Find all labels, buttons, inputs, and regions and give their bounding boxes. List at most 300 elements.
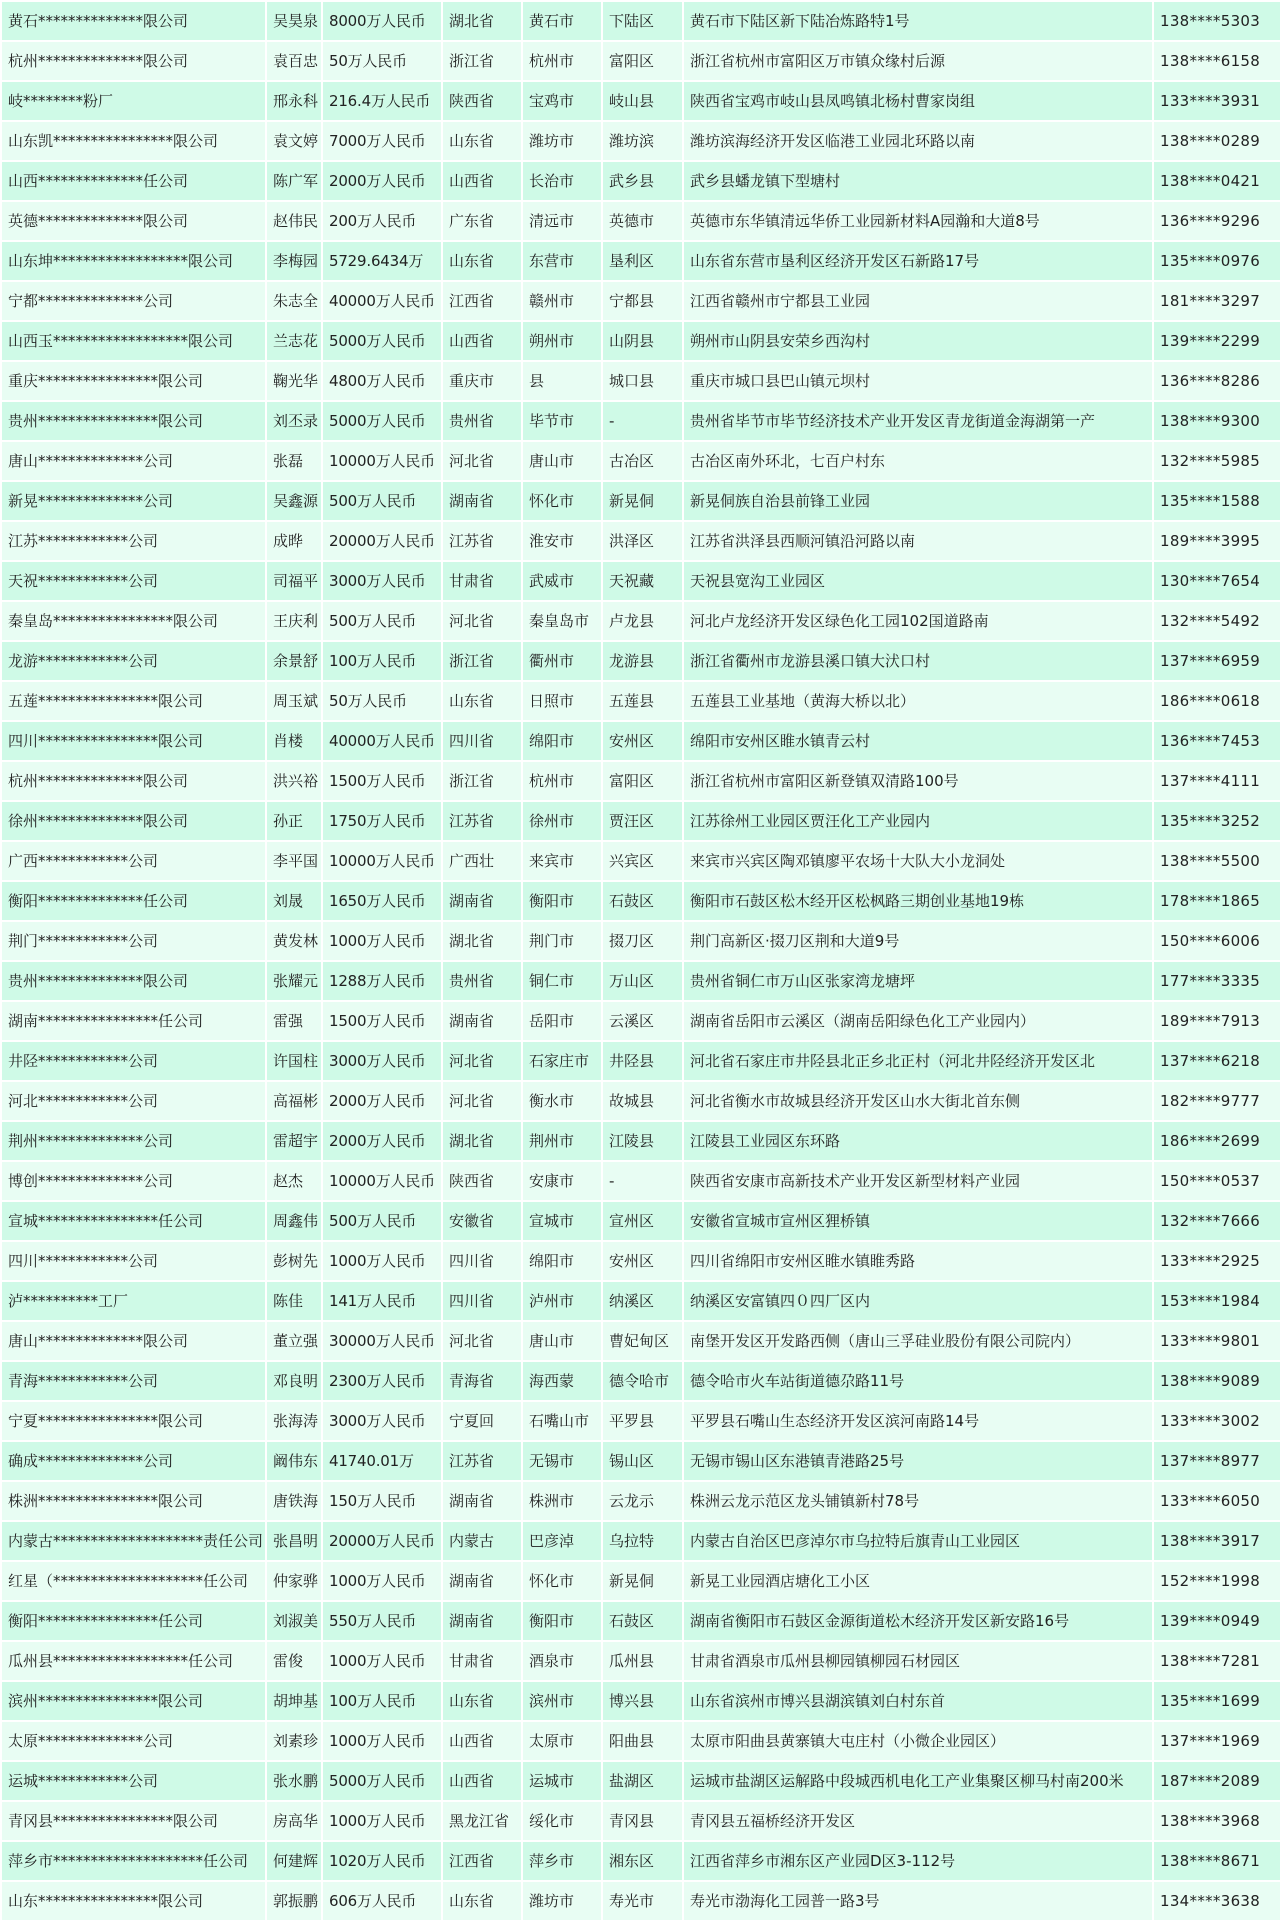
province-cell: 山西省	[442, 321, 522, 361]
legal-rep-cell: 张水鹏	[266, 1761, 322, 1801]
address-cell: 江苏省洪泽县西顺河镇沿河路以南	[683, 521, 1153, 561]
address-cell: 无锡市锡山区东港镇青港路25号	[683, 1441, 1153, 1481]
province-cell: 湖南省	[442, 1601, 522, 1641]
company-name-cell: 江苏************公司	[1, 521, 266, 561]
company-name-cell: 青冈县****************限公司	[1, 1801, 266, 1841]
company-table-body	[1, 1, 1280, 1921]
district-cell: 石鼓区	[602, 1601, 683, 1641]
registered-capital-cell: 606万人民币	[322, 1881, 442, 1921]
address-cell: 寿光市渤海化工园普一路3号	[683, 1881, 1153, 1921]
district-cell: 掇刀区	[602, 921, 683, 961]
address-cell: 河北卢龙经济开发区绿色化工园102国道路南	[683, 601, 1153, 641]
company-name-cell: 山西**************任公司	[1, 161, 266, 201]
city-cell: 赣州市	[522, 281, 602, 321]
district-cell: 瓜州县	[602, 1641, 683, 1681]
phone-cell: 138****0289	[1153, 121, 1280, 161]
registered-capital-cell: 500万人民币	[322, 481, 442, 521]
legal-rep-cell: 张耀元	[266, 961, 322, 1001]
registered-capital-cell: 8000万人民币	[322, 1, 442, 41]
registered-capital-cell: 40000万人民币	[322, 721, 442, 761]
legal-rep-cell: 李平国	[266, 841, 322, 881]
district-cell: 新晃侗	[602, 1561, 683, 1601]
legal-rep-cell: 兰志花	[266, 321, 322, 361]
table-row	[1, 681, 1280, 721]
city-cell: 绵阳市	[522, 1241, 602, 1281]
registered-capital-cell: 1020万人民币	[322, 1841, 442, 1881]
city-cell: 巴彦淖	[522, 1521, 602, 1561]
company-name-cell: 太原**************公司	[1, 1721, 266, 1761]
company-name-cell: 河北************公司	[1, 1081, 266, 1121]
legal-rep-cell: 雷超宇	[266, 1121, 322, 1161]
legal-rep-cell: 王庆利	[266, 601, 322, 641]
legal-rep-cell: 袁文婷	[266, 121, 322, 161]
phone-cell: 138****3917	[1153, 1521, 1280, 1561]
city-cell: 滨州市	[522, 1681, 602, 1721]
district-cell: 安州区	[602, 721, 683, 761]
legal-rep-cell: 周玉斌	[266, 681, 322, 721]
district-cell: 五莲县	[602, 681, 683, 721]
phone-cell: 132****7666	[1153, 1201, 1280, 1241]
district-cell: 安州区	[602, 1241, 683, 1281]
city-cell: 铜仁市	[522, 961, 602, 1001]
phone-cell: 186****0618	[1153, 681, 1280, 721]
phone-cell: 137****8977	[1153, 1441, 1280, 1481]
registered-capital-cell: 1000万人民币	[322, 1561, 442, 1601]
district-cell: 兴宾区	[602, 841, 683, 881]
city-cell: 淮安市	[522, 521, 602, 561]
district-cell: 洪泽区	[602, 521, 683, 561]
legal-rep-cell: 雷俊	[266, 1641, 322, 1681]
province-cell: 贵州省	[442, 401, 522, 441]
company-name-cell: 贵州**************限公司	[1, 961, 266, 1001]
registered-capital-cell: 1000万人民币	[322, 921, 442, 961]
phone-cell: 133****2925	[1153, 1241, 1280, 1281]
district-cell: 锡山区	[602, 1441, 683, 1481]
district-cell: 青冈县	[602, 1801, 683, 1841]
address-cell: 四川省绵阳市安州区睢水镇睢秀路	[683, 1241, 1153, 1281]
table-row	[1, 1801, 1280, 1841]
address-cell: 陕西省安康市高新技术产业开发区新型材料产业园	[683, 1161, 1153, 1201]
legal-rep-cell: 刘丕录	[266, 401, 322, 441]
phone-cell: 135****0976	[1153, 241, 1280, 281]
phone-cell: 189****7913	[1153, 1001, 1280, 1041]
table-row	[1, 641, 1280, 681]
phone-cell: 138****5500	[1153, 841, 1280, 881]
province-cell: 湖北省	[442, 1, 522, 41]
district-cell: 井陉县	[602, 1041, 683, 1081]
legal-rep-cell: 张海涛	[266, 1401, 322, 1441]
province-cell: 广东省	[442, 201, 522, 241]
registered-capital-cell: 4800万人民币	[322, 361, 442, 401]
address-cell: 来宾市兴宾区陶邓镇廖平农场十大队大小龙洞处	[683, 841, 1153, 881]
province-cell: 浙江省	[442, 41, 522, 81]
phone-cell: 134****3638	[1153, 1881, 1280, 1921]
company-name-cell: 衡阳**************任公司	[1, 881, 266, 921]
legal-rep-cell: 张昌明	[266, 1521, 322, 1561]
table-row	[1, 1841, 1280, 1881]
legal-rep-cell: 赵杰	[266, 1161, 322, 1201]
registered-capital-cell: 216.4万人民币	[322, 81, 442, 121]
province-cell: 江苏省	[442, 1441, 522, 1481]
phone-cell: 132****5492	[1153, 601, 1280, 641]
registered-capital-cell: 1288万人民币	[322, 961, 442, 1001]
district-cell: 龙游县	[602, 641, 683, 681]
legal-rep-cell: 刘淑美	[266, 1601, 322, 1641]
table-row	[1, 1601, 1280, 1641]
province-cell: 广西壮	[442, 841, 522, 881]
company-name-cell: 杭州**************限公司	[1, 761, 266, 801]
city-cell: 朔州市	[522, 321, 602, 361]
district-cell: 岐山县	[602, 81, 683, 121]
city-cell: 长治市	[522, 161, 602, 201]
city-cell: 黄石市	[522, 1, 602, 41]
province-cell: 山东省	[442, 1681, 522, 1721]
address-cell: 河北省石家庄市井陉县北正乡北正村（河北井陉经济开发区北	[683, 1041, 1153, 1081]
legal-rep-cell: 张磊	[266, 441, 322, 481]
district-cell: 垦利区	[602, 241, 683, 281]
company-name-cell: 秦皇岛****************限公司	[1, 601, 266, 641]
address-cell: 太原市阳曲县黄寨镇大屯庄村（小微企业园区）	[683, 1721, 1153, 1761]
company-name-cell: 博创**************公司	[1, 1161, 266, 1201]
legal-rep-cell: 赵伟民	[266, 201, 322, 241]
registered-capital-cell: 10000万人民币	[322, 441, 442, 481]
city-cell: 太原市	[522, 1721, 602, 1761]
company-name-cell: 山东凯****************限公司	[1, 121, 266, 161]
address-cell: 湖南省岳阳市云溪区（湖南岳阳绿色化工产业园内）	[683, 1001, 1153, 1041]
registered-capital-cell: 1500万人民币	[322, 761, 442, 801]
phone-cell: 182****9777	[1153, 1081, 1280, 1121]
company-name-cell: 青海************公司	[1, 1361, 266, 1401]
city-cell: 衢州市	[522, 641, 602, 681]
legal-rep-cell: 袁百忠	[266, 41, 322, 81]
province-cell: 江西省	[442, 281, 522, 321]
table-row	[1, 241, 1280, 281]
company-name-cell: 岐********粉厂	[1, 81, 266, 121]
registered-capital-cell: 2000万人民币	[322, 1081, 442, 1121]
company-name-cell: 唐山**************限公司	[1, 1321, 266, 1361]
district-cell: 云龙示	[602, 1481, 683, 1521]
company-name-cell: 四川****************限公司	[1, 721, 266, 761]
table-row	[1, 1521, 1280, 1561]
address-cell: 株洲云龙示范区龙头铺镇新村78号	[683, 1481, 1153, 1521]
city-cell: 潍坊市	[522, 121, 602, 161]
city-cell: 日照市	[522, 681, 602, 721]
table-row	[1, 1641, 1280, 1681]
city-cell: 潍坊市	[522, 1881, 602, 1921]
legal-rep-cell: 鞠光华	[266, 361, 322, 401]
phone-cell: 137****6959	[1153, 641, 1280, 681]
district-cell: 下陆区	[602, 1, 683, 41]
address-cell: 浙江省衢州市龙游县溪口镇大汱口村	[683, 641, 1153, 681]
legal-rep-cell: 肖楼	[266, 721, 322, 761]
table-row	[1, 1721, 1280, 1761]
phone-cell: 136****7453	[1153, 721, 1280, 761]
address-cell: 山东省东营市垦利区经济开发区石新路17号	[683, 241, 1153, 281]
legal-rep-cell: 房高华	[266, 1801, 322, 1841]
phone-cell: 187****2089	[1153, 1761, 1280, 1801]
legal-rep-cell: 周鑫伟	[266, 1201, 322, 1241]
address-cell: 浙江省杭州市富阳区新登镇双清路100号	[683, 761, 1153, 801]
registered-capital-cell: 20000万人民币	[322, 521, 442, 561]
table-row	[1, 881, 1280, 921]
legal-rep-cell: 刘素珍	[266, 1721, 322, 1761]
city-cell: 毕节市	[522, 401, 602, 441]
province-cell: 山西省	[442, 1721, 522, 1761]
table-row	[1, 1041, 1280, 1081]
address-cell: 新晃工业园酒店塘化工小区	[683, 1561, 1153, 1601]
province-cell: 湖南省	[442, 1561, 522, 1601]
city-cell: 无锡市	[522, 1441, 602, 1481]
table-row	[1, 521, 1280, 561]
phone-cell: 133****6050	[1153, 1481, 1280, 1521]
address-cell: 朔州市山阴县安荣乡西沟村	[683, 321, 1153, 361]
address-cell: 黄石市下陆区新下陆冶炼路特1号	[683, 1, 1153, 41]
table-row	[1, 121, 1280, 161]
company-name-cell: 确成**************公司	[1, 1441, 266, 1481]
legal-rep-cell: 陈佳	[266, 1281, 322, 1321]
phone-cell: 150****0537	[1153, 1161, 1280, 1201]
table-row	[1, 841, 1280, 881]
address-cell: 德令哈市火车站街道德尕路11号	[683, 1361, 1153, 1401]
district-cell: 曹妃甸区	[602, 1321, 683, 1361]
city-cell: 荆门市	[522, 921, 602, 961]
province-cell: 山东省	[442, 681, 522, 721]
phone-cell: 133****3002	[1153, 1401, 1280, 1441]
address-cell: 甘肃省酒泉市瓜州县柳园镇柳园石材园区	[683, 1641, 1153, 1681]
registered-capital-cell: 3000万人民币	[322, 1041, 442, 1081]
table-row	[1, 961, 1280, 1001]
province-cell: 湖北省	[442, 921, 522, 961]
legal-rep-cell: 李梅园	[266, 241, 322, 281]
city-cell: 杭州市	[522, 41, 602, 81]
province-cell: 安徽省	[442, 1201, 522, 1241]
company-name-cell: 徐州**************限公司	[1, 801, 266, 841]
company-name-cell: 衡阳****************任公司	[1, 1601, 266, 1641]
registered-capital-cell: 7000万人民币	[322, 121, 442, 161]
phone-cell: 138****9089	[1153, 1361, 1280, 1401]
province-cell: 甘肃省	[442, 1641, 522, 1681]
district-cell: 城口县	[602, 361, 683, 401]
table-row	[1, 1121, 1280, 1161]
company-name-cell: 广西************公司	[1, 841, 266, 881]
registered-capital-cell: 1750万人民币	[322, 801, 442, 841]
phone-cell: 152****1998	[1153, 1561, 1280, 1601]
registered-capital-cell: 5729.6434万	[322, 241, 442, 281]
legal-rep-cell: 吴昊泉	[266, 1, 322, 41]
registered-capital-cell: 100万人民币	[322, 641, 442, 681]
company-name-cell: 山东坤******************限公司	[1, 241, 266, 281]
city-cell: 杭州市	[522, 761, 602, 801]
province-cell: 山西省	[442, 161, 522, 201]
phone-cell: 177****3335	[1153, 961, 1280, 1001]
phone-cell: 135****3252	[1153, 801, 1280, 841]
legal-rep-cell: 邢永科	[266, 81, 322, 121]
registered-capital-cell: 30000万人民币	[322, 1321, 442, 1361]
company-name-cell: 山西玉******************限公司	[1, 321, 266, 361]
address-cell: 贵州省毕节市毕节经济技术产业开发区青龙街道金海湖第一产	[683, 401, 1153, 441]
table-row	[1, 601, 1280, 641]
phone-cell: 139****2299	[1153, 321, 1280, 361]
phone-cell: 132****5985	[1153, 441, 1280, 481]
phone-cell: 138****8671	[1153, 1841, 1280, 1881]
registered-capital-cell: 100万人民币	[322, 1681, 442, 1721]
legal-rep-cell: 孙正	[266, 801, 322, 841]
city-cell: 萍乡市	[522, 1841, 602, 1881]
city-cell: 衡阳市	[522, 1601, 602, 1641]
city-cell: 宣城市	[522, 1201, 602, 1241]
district-cell: 宣州区	[602, 1201, 683, 1241]
table-row	[1, 481, 1280, 521]
phone-cell: 138****7281	[1153, 1641, 1280, 1681]
table-row	[1, 1321, 1280, 1361]
district-cell: 德令哈市	[602, 1361, 683, 1401]
city-cell: 衡水市	[522, 1081, 602, 1121]
province-cell: 四川省	[442, 1281, 522, 1321]
registered-capital-cell: 1500万人民币	[322, 1001, 442, 1041]
district-cell: 博兴县	[602, 1681, 683, 1721]
table-row	[1, 1361, 1280, 1401]
city-cell: 安康市	[522, 1161, 602, 1201]
company-name-cell: 新晃**************公司	[1, 481, 266, 521]
address-cell: 山东省滨州市博兴县湖滨镇刘白村东首	[683, 1681, 1153, 1721]
legal-rep-cell: 司福平	[266, 561, 322, 601]
district-cell: 富阳区	[602, 761, 683, 801]
province-cell: 浙江省	[442, 641, 522, 681]
table-row	[1, 361, 1280, 401]
company-name-cell: 天祝************公司	[1, 561, 266, 601]
province-cell: 江西省	[442, 1841, 522, 1881]
district-cell: 潍坊滨	[602, 121, 683, 161]
table-row	[1, 41, 1280, 81]
company-name-cell: 荆州**************公司	[1, 1121, 266, 1161]
city-cell: 石家庄市	[522, 1041, 602, 1081]
registered-capital-cell: 2000万人民币	[322, 1121, 442, 1161]
legal-rep-cell: 陈广军	[266, 161, 322, 201]
district-cell: 新晃侗	[602, 481, 683, 521]
table-row	[1, 1001, 1280, 1041]
city-cell: 海西蒙	[522, 1361, 602, 1401]
legal-rep-cell: 郭振鹏	[266, 1881, 322, 1921]
city-cell: 宝鸡市	[522, 81, 602, 121]
city-cell: 石嘴山市	[522, 1401, 602, 1441]
company-name-cell: 重庆****************限公司	[1, 361, 266, 401]
address-cell: 陕西省宝鸡市岐山县凤鸣镇北杨村曹家岗组	[683, 81, 1153, 121]
company-name-cell: 内蒙古********************责任公司	[1, 1521, 266, 1561]
table-row	[1, 801, 1280, 841]
legal-rep-cell: 朱志全	[266, 281, 322, 321]
province-cell: 甘肃省	[442, 561, 522, 601]
legal-rep-cell: 刘晟	[266, 881, 322, 921]
province-cell: 湖北省	[442, 1121, 522, 1161]
registered-capital-cell: 200万人民币	[322, 201, 442, 241]
province-cell: 四川省	[442, 721, 522, 761]
district-cell: 湘东区	[602, 1841, 683, 1881]
phone-cell: 137****6218	[1153, 1041, 1280, 1081]
table-row	[1, 1, 1280, 41]
phone-cell: 138****5303	[1153, 1, 1280, 41]
registered-capital-cell: 500万人民币	[322, 601, 442, 641]
city-cell: 武威市	[522, 561, 602, 601]
district-cell: -	[602, 1161, 683, 1201]
legal-rep-cell: 何建辉	[266, 1841, 322, 1881]
table-row	[1, 1281, 1280, 1321]
address-cell: 天祝县宽沟工业园区	[683, 561, 1153, 601]
table-row	[1, 1681, 1280, 1721]
legal-rep-cell: 雷强	[266, 1001, 322, 1041]
phone-cell: 133****3931	[1153, 81, 1280, 121]
registered-capital-cell: 50万人民币	[322, 681, 442, 721]
province-cell: 青海省	[442, 1361, 522, 1401]
registered-capital-cell: 20000万人民币	[322, 1521, 442, 1561]
province-cell: 河北省	[442, 1321, 522, 1361]
registered-capital-cell: 2000万人民币	[322, 161, 442, 201]
province-cell: 重庆市	[442, 361, 522, 401]
city-cell: 清远市	[522, 201, 602, 241]
city-cell: 衡阳市	[522, 881, 602, 921]
phone-cell: 138****6158	[1153, 41, 1280, 81]
phone-cell: 181****3297	[1153, 281, 1280, 321]
province-cell: 湖南省	[442, 1481, 522, 1521]
company-name-cell: 株洲****************限公司	[1, 1481, 266, 1521]
registered-capital-cell: 3000万人民币	[322, 1401, 442, 1441]
table-row	[1, 161, 1280, 201]
table-row	[1, 761, 1280, 801]
company-name-cell: 湖南****************任公司	[1, 1001, 266, 1041]
province-cell: 宁夏回	[442, 1401, 522, 1441]
registered-capital-cell: 5000万人民币	[322, 321, 442, 361]
district-cell: 石鼓区	[602, 881, 683, 921]
address-cell: 武乡县蟠龙镇下型塘村	[683, 161, 1153, 201]
address-cell: 河北省衡水市故城县经济开发区山水大街北首东侧	[683, 1081, 1153, 1121]
registered-capital-cell: 141万人民币	[322, 1281, 442, 1321]
district-cell: 贾汪区	[602, 801, 683, 841]
registered-capital-cell: 40000万人民币	[322, 281, 442, 321]
city-cell: 荆州市	[522, 1121, 602, 1161]
company-name-cell: 五莲****************限公司	[1, 681, 266, 721]
address-cell: 英德市东华镇清远华侨工业园新材料A园瀚和大道8号	[683, 201, 1153, 241]
registered-capital-cell: 41740.01万	[322, 1441, 442, 1481]
district-cell: 天祝藏	[602, 561, 683, 601]
city-cell: 东营市	[522, 241, 602, 281]
province-cell: 湖南省	[442, 481, 522, 521]
legal-rep-cell: 许国柱	[266, 1041, 322, 1081]
district-cell: 英德市	[602, 201, 683, 241]
table-row	[1, 1441, 1280, 1481]
table-row	[1, 721, 1280, 761]
phone-cell: 136****8286	[1153, 361, 1280, 401]
company-name-cell: 黄石**************限公司	[1, 1, 266, 41]
table-row	[1, 1401, 1280, 1441]
company-name-cell: 山东****************限公司	[1, 1881, 266, 1921]
table-row	[1, 1561, 1280, 1601]
legal-rep-cell: 仲家骅	[266, 1561, 322, 1601]
company-name-cell: 宁夏****************限公司	[1, 1401, 266, 1441]
address-cell: 潍坊滨海经济开发区临港工业园北环路以南	[683, 121, 1153, 161]
table-row	[1, 401, 1280, 441]
district-cell: 阳曲县	[602, 1721, 683, 1761]
district-cell: 卢龙县	[602, 601, 683, 641]
district-cell: 盐湖区	[602, 1761, 683, 1801]
registered-capital-cell: 1000万人民币	[322, 1801, 442, 1841]
city-cell: 怀化市	[522, 1561, 602, 1601]
company-name-cell: 杭州**************限公司	[1, 41, 266, 81]
company-name-cell: 滨州****************限公司	[1, 1681, 266, 1721]
province-cell: 山东省	[442, 241, 522, 281]
address-cell: 衡阳市石鼓区松木经开区松枫路三期创业基地19栋	[683, 881, 1153, 921]
registered-capital-cell: 1000万人民币	[322, 1641, 442, 1681]
company-name-cell: 四川************公司	[1, 1241, 266, 1281]
registered-capital-cell: 150万人民币	[322, 1481, 442, 1521]
